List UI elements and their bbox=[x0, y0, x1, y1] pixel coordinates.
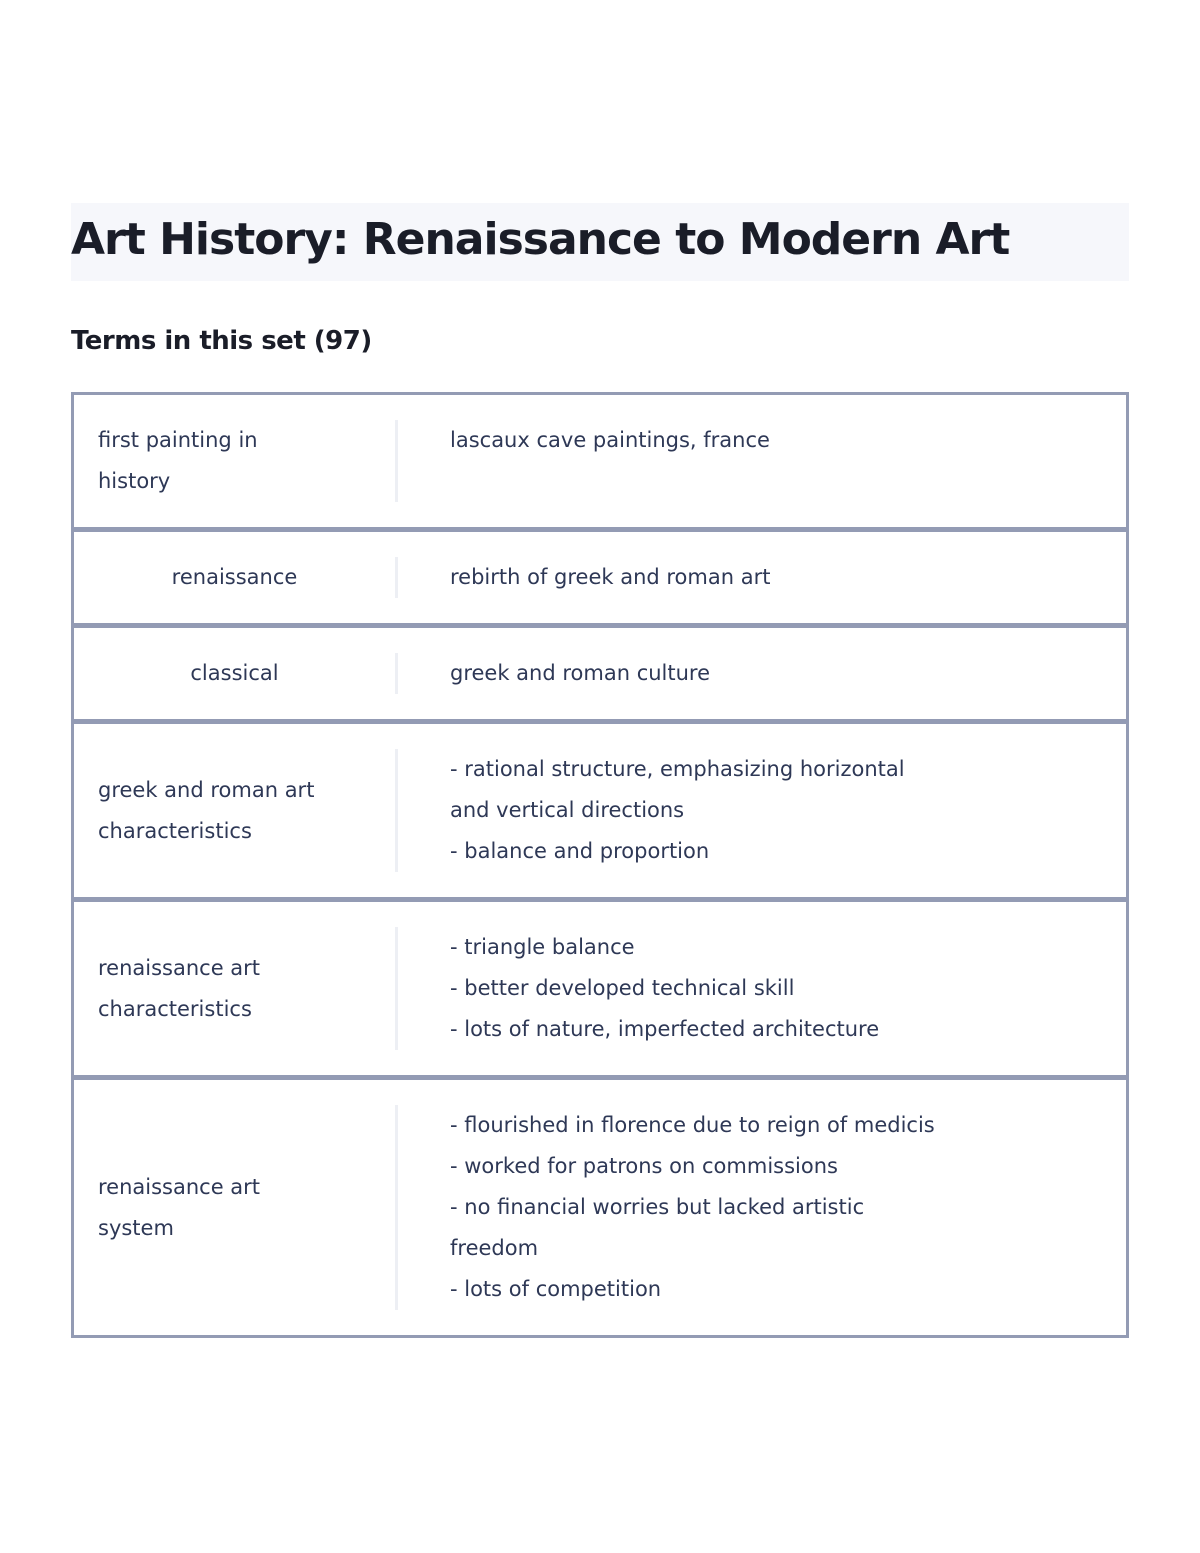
definition-text: rebirth of greek and roman art bbox=[450, 565, 771, 589]
term-row bbox=[71, 1075, 1129, 1338]
title-bar bbox=[71, 203, 1129, 281]
term-text: greek and roman art characteristics bbox=[98, 777, 315, 843]
term-row bbox=[71, 392, 1129, 530]
definition-cell bbox=[398, 532, 1126, 623]
definition-text: lascaux cave paintings, france bbox=[450, 428, 770, 452]
definition-text: greek and roman culture bbox=[450, 661, 711, 685]
term-cell bbox=[74, 628, 395, 719]
definition-text: - triangle balance - better developed technical skill - lots of nature, imperfected architecture bbox=[450, 935, 880, 1041]
term-cell bbox=[74, 1080, 395, 1335]
definition-cell bbox=[398, 902, 1126, 1075]
definition-text: - flourished in florence due to reign of medicis - worked for patrons on commissions - no financial worries but lacked artistic freedom - lots of competition bbox=[450, 1113, 935, 1301]
page-title: Art History: Renaissance to Modern Art bbox=[71, 214, 1010, 265]
term-cell bbox=[74, 532, 395, 623]
term-row bbox=[71, 623, 1129, 722]
definition-text: - rational structure, emphasizing horizontal and vertical directions - balance and proportion bbox=[450, 757, 905, 863]
definition-cell bbox=[398, 1080, 1126, 1335]
term-row bbox=[71, 527, 1129, 626]
term-text: renaissance art characteristics bbox=[98, 955, 261, 1021]
definition-cell bbox=[398, 628, 1126, 719]
term-text: classical bbox=[190, 661, 279, 685]
term-cell bbox=[74, 724, 395, 897]
terms-count-heading: Terms in this set (97) bbox=[71, 326, 372, 356]
term-text: renaissance art system bbox=[98, 1174, 261, 1240]
terms-list bbox=[71, 392, 1129, 1338]
definition-cell bbox=[398, 724, 1126, 897]
term-cell bbox=[74, 902, 395, 1075]
term-row bbox=[71, 719, 1129, 900]
term-cell bbox=[74, 395, 395, 527]
term-text: renaissance bbox=[171, 565, 298, 589]
definition-cell bbox=[398, 395, 1126, 527]
term-text: first painting in history bbox=[98, 428, 258, 493]
term-row bbox=[71, 897, 1129, 1078]
